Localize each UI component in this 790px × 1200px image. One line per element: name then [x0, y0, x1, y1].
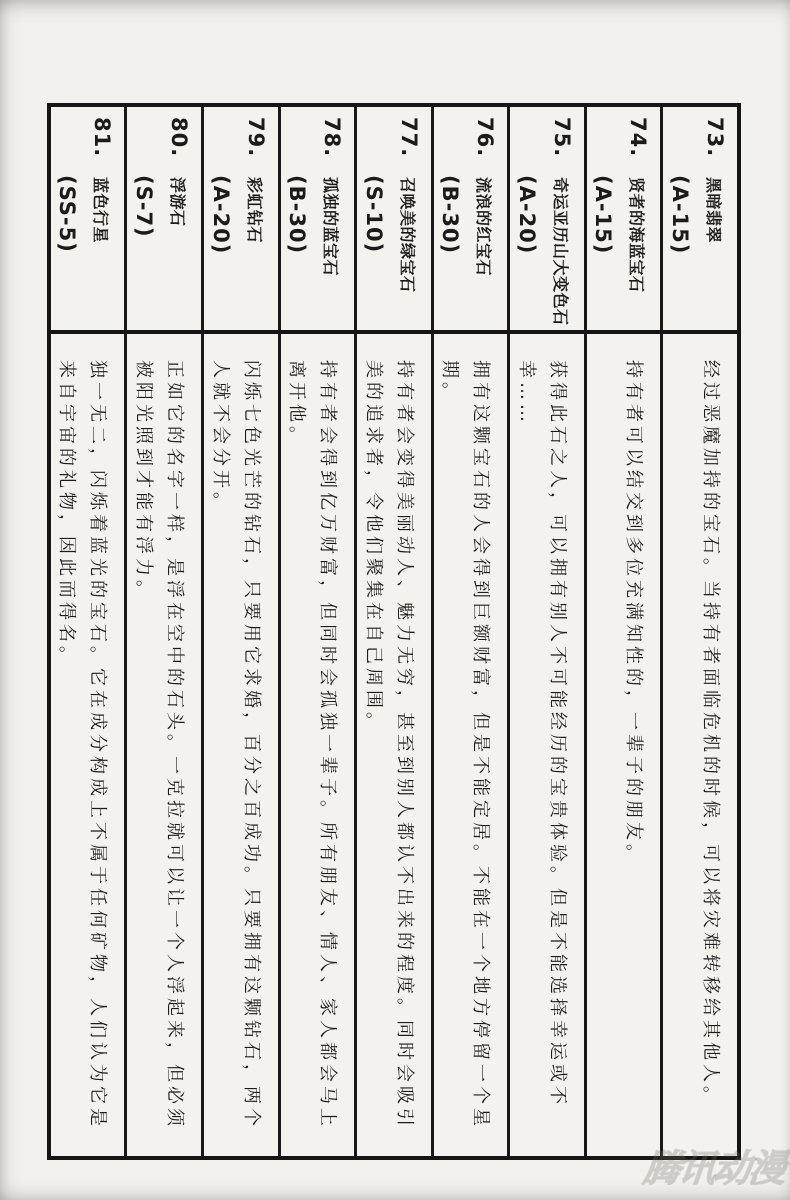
gem-grade: (SS-5) [55, 175, 80, 253]
gem-description-cell [128, 334, 202, 1156]
gem-grade: (A-15) [591, 175, 616, 255]
gem-table-row [584, 107, 661, 1156]
gem-number: 78. [320, 117, 345, 158]
gem-description-cell [357, 334, 431, 1156]
gem-name: 奇运亚历山大变色石 [550, 177, 570, 326]
gem-description: 持有者会得到亿万财富，但同时会孤独一辈子。所有朋友、情人、家人都会马上离开他。 [286, 360, 339, 1130]
gem-number: 77. [396, 117, 421, 158]
gem-description: 拥有这颗宝石的人会得到巨额财富，但是不能定居。不能在一个地方停留一个星期。 [439, 360, 492, 1130]
gem-table-row [354, 107, 431, 1156]
gem-header-cell [51, 107, 125, 334]
gem-name: 孤独的蓝宝石 [321, 177, 341, 277]
gem-number: 74. [626, 117, 651, 158]
gem-table-row [51, 107, 125, 1156]
gem-name: 彩虹钻石 [244, 177, 264, 244]
gem-grade: (B-30) [438, 175, 463, 255]
gem-grade: (S-7) [132, 175, 157, 238]
gem-header-cell [128, 107, 202, 334]
gem-table-row [201, 107, 278, 1156]
gem-description: 闪烁七色光芒的钻石，只要用它求婚，百分之百成功。只要拥有这颗钻石，两个人就不会分开。 [209, 360, 262, 1130]
gem-number: 81. [90, 117, 115, 158]
gem-name: 贤者的海蓝宝石 [627, 177, 647, 293]
gem-table-row [507, 107, 584, 1156]
gem-header-cell [204, 107, 278, 334]
gem-name: 流浪的红宝石 [474, 177, 494, 277]
gem-description: 持有者会变得美丽动人、魅力无穷，甚至到别人都认不出来的程度。同时会吸引美的追求者，令他们聚集在自己周围。 [362, 360, 415, 1130]
gem-number: 80. [167, 117, 192, 158]
gem-description-cell [663, 334, 737, 1156]
gem-description-cell [510, 334, 584, 1156]
gem-description: 经过恶魔加持的宝石。当持有者面临危机的时候，可以将灾难转移给其他人。 [700, 360, 721, 1108]
gem-table-row [431, 107, 508, 1156]
gem-grade: (A-20) [514, 175, 539, 255]
gem-description: 获得此石之人，可以拥有别人不可能经历的宝贵体验。但是不能选择幸运或不幸…… [515, 360, 568, 1108]
rotated-table-region [47, 103, 741, 1160]
gem-description-cell [587, 334, 661, 1156]
gem-header-cell [281, 107, 355, 334]
gem-header-cell [357, 107, 431, 334]
gem-name: 召唤美的绿宝石 [397, 177, 417, 293]
gem-description: 持有者可以结交到多位充满知性的，一辈子的朋友。 [623, 360, 645, 866]
gem-table-row [125, 107, 202, 1156]
gem-header-cell [510, 107, 584, 334]
gem-description: 正如它的名字一样，是浮在空中的石头。一克拉就可以让一个人浮起来，但必须被阳光照到才能有浮力。 [133, 360, 186, 1130]
gem-name: 浮游石 [168, 177, 188, 227]
gem-description-cell [281, 334, 355, 1156]
gem-grade: (A-15) [668, 175, 692, 255]
gem-name: 蓝色行星 [91, 177, 111, 244]
gem-number: 79. [243, 117, 268, 158]
gem-number: 75. [549, 117, 574, 158]
gem-description-cell [51, 334, 125, 1156]
gem-description-cell [434, 334, 508, 1156]
gem-table [47, 103, 741, 1160]
gem-grade: (S-10) [361, 175, 386, 254]
tencent-comics-watermark: 腾讯动漫 [641, 1147, 786, 1190]
gem-number: 73. [703, 117, 727, 158]
gem-header-cell [663, 107, 737, 334]
gem-table-row [278, 107, 355, 1156]
gem-header-cell [587, 107, 661, 334]
gem-name: 黑暗翡翠 [704, 177, 723, 244]
gem-grade: (A-20) [208, 175, 233, 255]
gem-table-row [660, 107, 737, 1156]
gem-description-cell [204, 334, 278, 1156]
gem-grade: (B-30) [285, 175, 310, 255]
gem-number: 76. [473, 117, 498, 158]
gem-description: 独一无二，闪烁着蓝光的宝石。它在成分构成上不属于任何矿物，人们认为它是来自宇宙的礼物，因此而得名。 [56, 360, 109, 1130]
gem-header-cell [434, 107, 508, 334]
